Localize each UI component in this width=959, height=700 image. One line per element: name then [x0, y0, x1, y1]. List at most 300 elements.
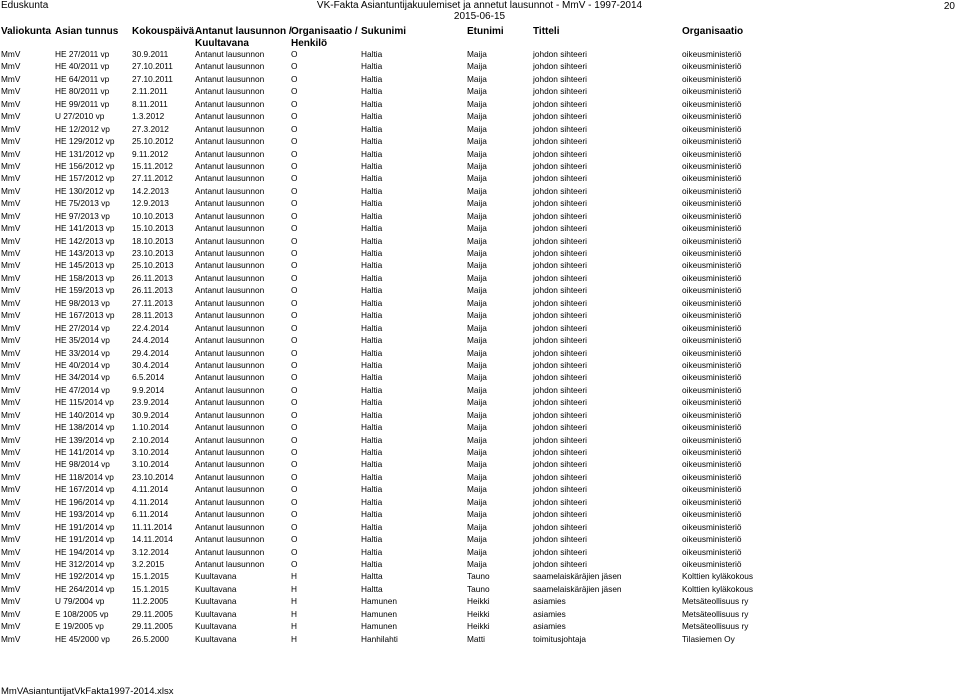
org-person-cell: H — [291, 583, 297, 594]
surname-cell: Haltia — [361, 61, 383, 72]
surname-cell: Haltia — [361, 123, 383, 134]
case-id-cell: E 19/2005 vp — [55, 621, 104, 632]
organisation-cell: oikeusministeriö — [682, 347, 742, 358]
title-cell: saamelaiskäräjien jäsen — [533, 571, 622, 582]
table-row — [0, 471, 959, 483]
firstname-cell: Heikki — [467, 621, 490, 632]
committee-cell: MmV — [1, 235, 21, 246]
table-row — [0, 297, 959, 309]
surname-cell: Haltia — [361, 148, 383, 159]
title-cell: johdon sihteeri — [533, 447, 587, 457]
case-id-cell: HE 143/2013 vp — [55, 248, 115, 258]
organisation-cell: oikeusministeriö — [682, 558, 742, 569]
title-cell: johdon sihteeri — [533, 49, 587, 59]
firstname-cell: Maija — [467, 459, 487, 470]
type-cell: Antanut lausunnon — [195, 223, 265, 234]
organisation-cell: oikeusministeriö — [682, 148, 742, 159]
firstname-cell: Matti — [467, 633, 485, 644]
type-cell: Antanut lausunnon — [195, 210, 265, 221]
title-cell: asiamies — [533, 621, 566, 632]
case-id-cell: HE 40/2011 vp — [55, 61, 110, 72]
meeting-date-cell: 1.10.2014 — [132, 422, 169, 433]
meeting-date-cell: 26.11.2013 — [132, 272, 173, 283]
table-row — [0, 135, 959, 147]
type-cell: Antanut lausunnon — [195, 496, 265, 507]
table-row — [0, 210, 959, 222]
organisation-cell: oikeusministeriö — [682, 434, 742, 445]
surname-cell: Haltia — [361, 160, 383, 171]
type-cell: Antanut lausunnon — [195, 384, 265, 395]
type-cell: Antanut lausunnon — [195, 111, 265, 122]
firstname-cell: Maija — [467, 173, 487, 184]
case-id-cell: HE 75/2013 vp — [55, 198, 110, 209]
firstname-cell: Maija — [467, 310, 487, 321]
committee-cell: MmV — [1, 111, 21, 122]
meeting-date-cell: 15.1.2015 — [132, 571, 169, 582]
organisation-cell: oikeusministeriö — [682, 248, 742, 258]
case-id-cell: HE 118/2014 vp — [55, 471, 114, 482]
type-cell: Antanut lausunnon — [195, 409, 265, 420]
meeting-date-cell: 30.9.2014 — [132, 409, 169, 420]
type-cell: Antanut lausunnon — [195, 534, 265, 545]
meeting-date-cell: 30.4.2014 — [132, 359, 169, 370]
firstname-cell: Maija — [467, 471, 487, 482]
firstname-cell: Maija — [467, 422, 487, 433]
committee-cell: MmV — [1, 198, 21, 209]
firstname-cell: Maija — [467, 61, 487, 72]
case-id-cell: HE 141/2013 vp — [55, 223, 115, 234]
type-cell: Antanut lausunnon — [195, 335, 265, 346]
table-row — [0, 384, 959, 396]
title-cell: johdon sihteeri — [533, 73, 587, 84]
column-header: Organisaatio — [682, 26, 744, 37]
type-cell: Antanut lausunnon — [195, 285, 265, 296]
org-person-cell: H — [291, 633, 297, 644]
surname-cell: Haltia — [361, 198, 383, 209]
surname-cell: Haltta — [361, 571, 383, 582]
firstname-cell: Maija — [467, 409, 487, 420]
committee-cell: MmV — [1, 596, 21, 607]
title-cell: johdon sihteeri — [533, 310, 587, 321]
type-cell: Antanut lausunnon — [195, 434, 265, 445]
surname-cell: Haltia — [361, 384, 383, 395]
org-person-cell: O — [291, 123, 298, 134]
organisation-cell: oikeusministeriö — [682, 335, 742, 346]
organisation-cell: oikeusministeriö — [682, 310, 742, 321]
type-cell: Antanut lausunnon — [195, 359, 265, 370]
meeting-date-cell: 4.11.2014 — [132, 496, 169, 507]
title-cell: johdon sihteeri — [533, 235, 587, 246]
committee-cell: MmV — [1, 86, 21, 97]
org-person-cell: O — [291, 509, 298, 520]
case-id-cell: E 108/2005 vp — [55, 608, 109, 619]
table-row — [0, 172, 959, 184]
meeting-date-cell: 6.11.2014 — [132, 509, 169, 520]
case-id-cell: HE 27/2014 vp — [55, 322, 110, 333]
column-header: Titteli — [533, 26, 560, 37]
meeting-date-cell: 26.5.2000 — [132, 633, 169, 644]
title-cell: johdon sihteeri — [533, 160, 587, 171]
case-id-cell: HE 35/2014 vp — [55, 335, 110, 346]
committee-cell: MmV — [1, 310, 21, 321]
surname-cell: Haltia — [361, 185, 383, 196]
committee-cell: MmV — [1, 583, 21, 594]
organisation-cell: oikeusministeriö — [682, 322, 742, 333]
committee-cell: MmV — [1, 558, 21, 569]
org-person-cell: O — [291, 322, 298, 333]
surname-cell: Haltia — [361, 484, 383, 495]
committee-cell: MmV — [1, 297, 21, 308]
type-cell: Antanut lausunnon — [195, 73, 265, 84]
type-cell: Antanut lausunnon — [195, 98, 265, 109]
table-row — [0, 284, 959, 296]
meeting-date-cell: 28.11.2013 — [132, 310, 173, 321]
org-person-cell: O — [291, 558, 298, 569]
committee-cell: MmV — [1, 571, 21, 582]
firstname-cell: Maija — [467, 123, 487, 134]
firstname-cell: Maija — [467, 49, 487, 59]
committee-cell: MmV — [1, 496, 21, 507]
title-cell: johdon sihteeri — [533, 111, 587, 122]
table-row — [0, 123, 959, 135]
committee-cell: MmV — [1, 359, 21, 370]
organisation-cell: oikeusministeriö — [682, 160, 742, 171]
firstname-cell: Maija — [467, 372, 487, 383]
type-cell: Antanut lausunnon — [195, 397, 265, 408]
surname-cell: Haltia — [361, 248, 383, 258]
type-cell: Antanut lausunnon — [195, 86, 265, 97]
meeting-date-cell: 2.11.2011 — [132, 86, 168, 97]
organisation-cell: oikeusministeriö — [682, 86, 742, 97]
surname-cell: Haltia — [361, 347, 383, 358]
organisation-cell: oikeusministeriö — [682, 297, 742, 308]
meeting-date-cell: 23.10.2014 — [132, 471, 174, 482]
meeting-date-cell: 22.4.2014 — [132, 322, 169, 333]
table-row — [0, 160, 959, 172]
case-id-cell: HE 140/2014 vp — [55, 409, 115, 420]
firstname-cell: Maija — [467, 359, 487, 370]
committee-cell: MmV — [1, 484, 21, 495]
table-row — [0, 98, 959, 110]
organisation-cell: oikeusministeriö — [682, 459, 742, 470]
title-cell: johdon sihteeri — [533, 136, 587, 147]
surname-cell: Haltia — [361, 534, 383, 545]
org-person-cell: O — [291, 347, 298, 358]
surname-cell: Haltta — [361, 583, 383, 594]
committee-cell: MmV — [1, 347, 21, 358]
organisation-cell: oikeusministeriö — [682, 173, 742, 184]
org-person-cell: H — [291, 571, 297, 582]
table-row — [0, 595, 959, 607]
table-row — [0, 583, 959, 595]
committee-cell: MmV — [1, 210, 21, 221]
committee-cell: MmV — [1, 633, 21, 644]
type-cell: Kuultavana — [195, 633, 237, 644]
meeting-date-cell: 1.3.2012 — [132, 111, 165, 122]
firstname-cell: Maija — [467, 285, 487, 296]
case-id-cell: HE 192/2014 vp — [55, 571, 115, 582]
org-person-cell: O — [291, 160, 298, 171]
organisation-cell: oikeusministeriö — [682, 49, 742, 59]
table-row — [0, 458, 959, 470]
firstname-cell: Maija — [467, 210, 487, 221]
case-id-cell: HE 191/2014 vp — [55, 521, 115, 532]
committee-cell: MmV — [1, 136, 21, 147]
table-row — [0, 546, 959, 558]
column-header: Kokouspäivä — [132, 26, 195, 37]
organisation-cell: oikeusministeriö — [682, 397, 742, 408]
org-person-cell: O — [291, 484, 298, 495]
type-cell: Kuultavana — [195, 583, 237, 594]
type-cell: Antanut lausunnon — [195, 198, 265, 209]
org-person-cell: O — [291, 459, 298, 470]
table-row — [0, 421, 959, 433]
case-id-cell: HE 167/2013 vp — [55, 310, 115, 321]
committee-cell: MmV — [1, 185, 21, 196]
column-header: Organisaatio / Henkilö — [291, 26, 358, 49]
case-id-cell: HE 98/2014 vp — [55, 459, 110, 470]
table-row — [0, 633, 959, 645]
meeting-date-cell: 4.11.2014 — [132, 484, 169, 495]
title-cell: johdon sihteeri — [533, 148, 587, 159]
case-id-cell: HE 196/2014 vp — [55, 496, 115, 507]
column-header: Valiokunta — [1, 26, 52, 37]
case-id-cell: HE 129/2012 vp — [55, 136, 115, 147]
title-cell: johdon sihteeri — [533, 521, 587, 532]
org-person-cell: O — [291, 98, 298, 109]
committee-cell: MmV — [1, 322, 21, 333]
surname-cell: Haltia — [361, 210, 383, 221]
committee-cell: MmV — [1, 335, 21, 346]
organisation-cell: oikeusministeriö — [682, 509, 742, 520]
title-cell: johdon sihteeri — [533, 384, 587, 395]
firstname-cell: Maija — [467, 111, 487, 122]
case-id-cell: HE 33/2014 vp — [55, 347, 110, 358]
title-cell: johdon sihteeri — [533, 397, 587, 408]
title-cell: toimitusjohtaja — [533, 633, 587, 644]
surname-cell: Haltia — [361, 558, 383, 569]
surname-cell: Haltia — [361, 235, 383, 246]
type-cell: Antanut lausunnon — [195, 260, 265, 271]
title-cell: asiamies — [533, 596, 566, 607]
title-cell: johdon sihteeri — [533, 297, 587, 308]
meeting-date-cell: 18.10.2013 — [132, 235, 174, 246]
type-cell: Antanut lausunnon — [195, 235, 265, 246]
case-id-cell: HE 138/2014 vp — [55, 422, 115, 433]
title-cell: johdon sihteeri — [533, 335, 587, 346]
title-cell: johdon sihteeri — [533, 173, 587, 184]
table-row — [0, 483, 959, 495]
type-cell: Antanut lausunnon — [195, 185, 265, 196]
org-person-cell: O — [291, 372, 298, 383]
firstname-cell: Maija — [467, 546, 487, 557]
case-id-cell: HE 141/2014 vp — [55, 447, 115, 457]
case-id-cell: HE 130/2012 vp — [55, 185, 115, 196]
title-cell: johdon sihteeri — [533, 260, 587, 271]
table-row — [0, 371, 959, 383]
type-cell: Kuultavana — [195, 596, 237, 607]
org-person-cell: O — [291, 223, 298, 234]
table-row — [0, 446, 959, 458]
committee-cell: MmV — [1, 49, 21, 59]
meeting-date-cell: 26.11.2013 — [132, 285, 173, 296]
organisation-cell: oikeusministeriö — [682, 546, 742, 557]
org-person-cell: O — [291, 210, 298, 221]
case-id-cell: HE 264/2014 vp — [55, 583, 115, 594]
type-cell: Antanut lausunnon — [195, 546, 265, 557]
org-person-cell: H — [291, 608, 297, 619]
report-title: VK-Fakta Asiantuntijakuulemiset ja annetut lausunnot - MmV - 1997-2014 — [316, 0, 643, 11]
surname-cell: Haltia — [361, 98, 383, 109]
org-person-cell: O — [291, 471, 298, 482]
title-cell: johdon sihteeri — [533, 509, 587, 520]
meeting-date-cell: 27.11.2012 — [132, 173, 173, 184]
meeting-date-cell: 15.10.2013 — [132, 223, 174, 234]
firstname-cell: Maija — [467, 509, 487, 520]
org-person-cell: O — [291, 272, 298, 283]
committee-cell: MmV — [1, 372, 21, 383]
firstname-cell: Maija — [467, 185, 487, 196]
surname-cell: Haltia — [361, 422, 383, 433]
meeting-date-cell: 14.11.2014 — [132, 534, 173, 545]
surname-cell: Haltia — [361, 359, 383, 370]
header-left: Eduskunta — [1, 0, 49, 11]
table-row — [0, 197, 959, 209]
org-person-cell: O — [291, 546, 298, 557]
committee-cell: MmV — [1, 98, 21, 109]
table-row — [0, 620, 959, 632]
title-cell: johdon sihteeri — [533, 210, 587, 221]
organisation-cell: oikeusministeriö — [682, 260, 742, 271]
type-cell: Antanut lausunnon — [195, 509, 265, 520]
table-row — [0, 322, 959, 334]
firstname-cell: Maija — [467, 223, 487, 234]
case-id-cell: HE 64/2011 vp — [55, 73, 110, 84]
case-id-cell: HE 139/2014 vp — [55, 434, 115, 445]
type-cell: Antanut lausunnon — [195, 61, 265, 72]
table-row — [0, 60, 959, 72]
meeting-date-cell: 9.9.2014 — [132, 384, 165, 395]
organisation-cell: Metsäteollisuus ry — [682, 621, 749, 632]
file-name: MmVAsiantuntijatVkFakta1997-2014.xlsx — [1, 686, 174, 697]
case-id-cell: HE 158/2013 vp — [55, 272, 115, 283]
surname-cell: Hamunen — [361, 596, 397, 607]
organisation-cell: oikeusministeriö — [682, 272, 742, 283]
type-cell: Antanut lausunnon — [195, 248, 265, 258]
committee-cell: MmV — [1, 422, 21, 433]
surname-cell: Haltia — [361, 397, 383, 408]
case-id-cell: HE 47/2014 vp — [55, 384, 110, 395]
firstname-cell: Maija — [467, 558, 487, 569]
org-person-cell: O — [291, 111, 298, 122]
table-row — [0, 85, 959, 97]
committee-cell: MmV — [1, 621, 21, 632]
organisation-cell: oikeusministeriö — [682, 198, 742, 209]
case-id-cell: HE 80/2011 vp — [55, 86, 110, 97]
type-cell: Antanut lausunnon — [195, 558, 265, 569]
org-person-cell: O — [291, 285, 298, 296]
title-cell: johdon sihteeri — [533, 347, 587, 358]
column-header: Etunimi — [467, 26, 504, 37]
meeting-date-cell: 25.10.2012 — [132, 136, 174, 147]
firstname-cell: Maija — [467, 148, 487, 159]
committee-cell: MmV — [1, 61, 21, 72]
surname-cell: Haltia — [361, 322, 383, 333]
org-person-cell: O — [291, 73, 298, 84]
title-cell: saamelaiskäräjien jäsen — [533, 583, 622, 594]
case-id-cell: HE 159/2013 vp — [55, 285, 115, 296]
table-row — [0, 110, 959, 122]
organisation-cell: oikeusministeriö — [682, 372, 742, 383]
table-row — [0, 347, 959, 359]
committee-cell: MmV — [1, 534, 21, 545]
title-cell: johdon sihteeri — [533, 546, 587, 557]
meeting-date-cell: 15.11.2012 — [132, 160, 173, 171]
case-id-cell: HE 145/2013 vp — [55, 260, 115, 271]
surname-cell: Haltia — [361, 409, 383, 420]
title-cell: johdon sihteeri — [533, 185, 587, 196]
org-person-cell: O — [291, 534, 298, 545]
title-cell: johdon sihteeri — [533, 471, 587, 482]
organisation-cell: oikeusministeriö — [682, 210, 742, 221]
meeting-date-cell: 2.10.2014 — [132, 434, 169, 445]
firstname-cell: Maija — [467, 86, 487, 97]
committee-cell: MmV — [1, 397, 21, 408]
type-cell: Antanut lausunnon — [195, 347, 265, 358]
organisation-cell: oikeusministeriö — [682, 235, 742, 246]
org-person-cell: H — [291, 596, 297, 607]
firstname-cell: Maija — [467, 248, 487, 258]
table-row — [0, 309, 959, 321]
firstname-cell: Maija — [467, 235, 487, 246]
organisation-cell: oikeusministeriö — [682, 359, 742, 370]
title-cell: johdon sihteeri — [533, 61, 587, 72]
meeting-date-cell: 23.9.2014 — [132, 397, 169, 408]
surname-cell: Haltia — [361, 136, 383, 147]
table-row — [0, 259, 959, 271]
firstname-cell: Maija — [467, 434, 487, 445]
table-row — [0, 508, 959, 520]
type-cell: Antanut lausunnon — [195, 471, 265, 482]
org-person-cell: O — [291, 136, 298, 147]
report-date: 2015-06-15 — [453, 11, 506, 22]
table-row — [0, 185, 959, 197]
case-id-cell: U 27/2010 vp — [55, 111, 105, 122]
meeting-date-cell: 12.9.2013 — [132, 198, 169, 209]
org-person-cell: O — [291, 447, 298, 457]
type-cell: Kuultavana — [195, 571, 237, 582]
surname-cell: Haltia — [361, 49, 383, 59]
organisation-cell: oikeusministeriö — [682, 136, 742, 147]
meeting-date-cell: 11.11.2014 — [132, 521, 173, 532]
table-row — [0, 334, 959, 346]
case-id-cell: HE 27/2011 vp — [55, 49, 110, 59]
table-row — [0, 533, 959, 545]
firstname-cell: Tauno — [467, 583, 490, 594]
committee-cell: MmV — [1, 521, 21, 532]
firstname-cell: Maija — [467, 160, 487, 171]
case-id-cell: HE 194/2014 vp — [55, 546, 115, 557]
organisation-cell: oikeusministeriö — [682, 496, 742, 507]
org-person-cell: O — [291, 49, 298, 59]
meeting-date-cell: 15.1.2015 — [132, 583, 169, 594]
organisation-cell: Metsäteollisuus ry — [682, 596, 749, 607]
organisation-cell: Kolttien kyläkokous — [682, 583, 754, 594]
type-cell: Antanut lausunnon — [195, 49, 265, 59]
title-cell: johdon sihteeri — [533, 409, 587, 420]
committee-cell: MmV — [1, 471, 21, 482]
firstname-cell: Heikki — [467, 608, 490, 619]
